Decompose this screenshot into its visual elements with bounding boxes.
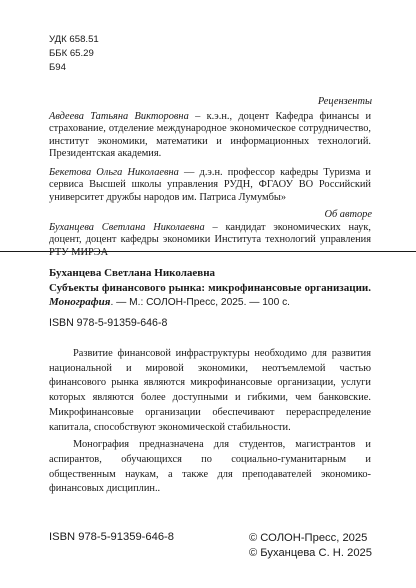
- abstract: [49, 347, 371, 500]
- about-author-description: – кандидат экономических наук, доцент, доцент кафедры экономики Института технологий управления РТУ МИРЭА: [49, 222, 371, 258]
- bib-title-dot: .: [368, 281, 371, 294]
- bbk-code: ББК 65.29: [49, 48, 94, 59]
- reviewer-2-text: — д.э.н. профессор кафедры Туризма и сервиса Высшей школы управления РУДН, ФГАОУ ВО Российский университет дружбы народов им. Патриса Лумумбы»: [49, 167, 371, 203]
- bib-genre: Монография: [49, 296, 111, 309]
- divider-line: [0, 251, 416, 252]
- copyright-publisher: © СОЛОН-Пресс, 2025: [248, 532, 368, 544]
- bibliographic-record: [49, 266, 371, 311]
- footer-copyright: [249, 531, 372, 561]
- about-author-text: [49, 222, 371, 259]
- classification-block: [49, 33, 99, 75]
- reviewer-2-name: Бекетова Ольга Николаевна: [49, 167, 179, 178]
- abstract-paragraph-2: Монография предназначена для студентов, магистрантов и аспирантов, обучающихся по социально-гуманитарным и общественным наукам, а также для преподавателей экономико-финансовых дисциплин..: [49, 439, 371, 495]
- about-author-heading: Об авторе: [324, 209, 372, 220]
- copyright-author: © Буханцева С. Н. 2025: [248, 547, 372, 559]
- about-author-name: Буханцева Светлана Николаевна: [49, 222, 205, 233]
- reviewer-1-text: – к.э.н., доцент Кафедра финансы и страхование, отделение международное экономическое сотрудничество, институт экономики, математики и информационных технологий. Президентская академия.: [49, 111, 371, 160]
- reviewers-heading: Рецензенты: [317, 96, 372, 107]
- reviewer-1-name: Авдеева Татьяна Викторовна: [49, 111, 189, 122]
- bib-publication: . — М.: СОЛОН-Пресс, 2025. — 100 с.: [110, 297, 291, 309]
- reviewer-1: [49, 111, 371, 161]
- abstract-paragraph-1: Развитие финансовой инфраструктуры необходимо для развития национальной и мировой экономики, неотъемлемой частью финансового рынка являются микрофинансовые организации, услуги которых являются более доступными и гибкими, чем банковские. Микрофинансовые организации обеспечивают перераспределение капитала, способствуют экономической стабильности.: [49, 348, 371, 433]
- reviewer-2: [49, 167, 371, 204]
- author-mark: Б94: [49, 62, 66, 73]
- bib-title: Субъекты финансового рынка: микрофинансовые организации: [49, 281, 369, 294]
- footer-isbn: ISBN 978-5-91359-646-8: [49, 531, 175, 543]
- bib-author: Буханцева Светлана Николаевна: [49, 267, 216, 279]
- isbn-top: ISBN 978-5-91359-646-8: [49, 317, 168, 329]
- udc-code: УДК 658.51: [49, 34, 99, 45]
